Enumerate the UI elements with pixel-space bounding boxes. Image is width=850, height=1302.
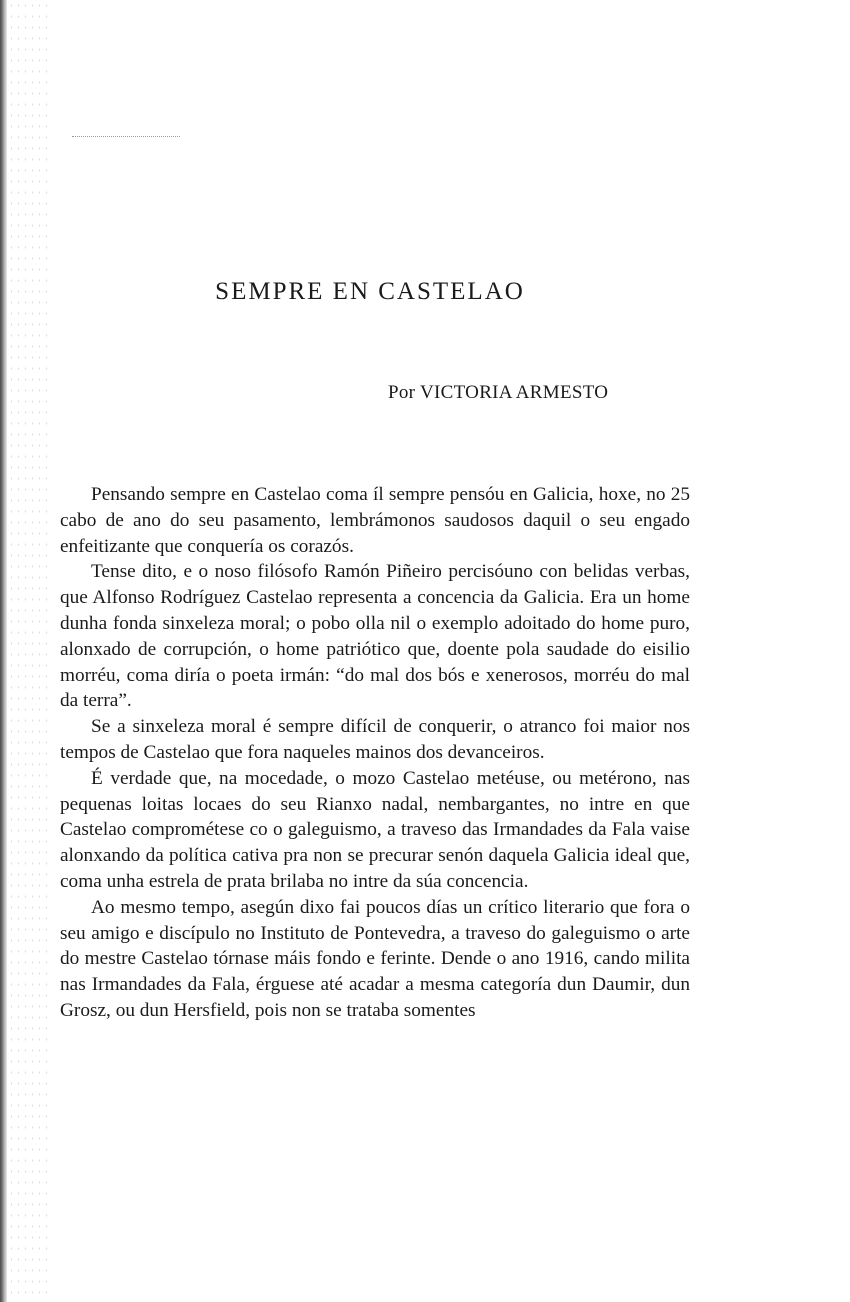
paragraph: Pensando sempre en Castelao coma íl sempre pensóu en Galicia, hoxe, no 25 cabo de ano do seu pasamento, lembrámonos saudosos daquil o seu engado enfeitizante que conquería os corazós. <box>60 484 690 557</box>
paragraph: Tense dito, e o noso filósofo Ramón Piñeiro percisóuno con belidas verbas, que Alfonso Rodríguez Castelao representa a concencia da Galicia. Era un home dunha fonda sinxeleza moral; o pobo olla nil o exemplo adoitado do home puro, alonxado de corrupción, o home patriótico que, doente pola saudade do eisilio morréu, coma diría o poeta irmán: “do mal dos bós e xenerosos, morréu do mal da terra”. <box>60 561 690 712</box>
paragraph: Se a sinxeleza moral é sempre difícil de conquerir, o atranco foi maior nos tempos de Castelao que fora naqueles mainos dos devanceiros. <box>60 716 690 763</box>
scan-stray-mark <box>72 136 180 138</box>
article-byline: Por VICTORIA ARMESTO <box>388 382 609 403</box>
scan-speckle <box>8 0 48 1302</box>
paragraph: É verdade que, na mocedade, o mozo Castelao metéuse, ou metérono, nas pequenas loitas locaes do seu Rianxo nadal, nembargantes, no intre en que Castelao comprométese co o galeguismo, a traveso das Irmandades da Fala vaise alonxando da política cativa pra non se precurar senón daquela Galicia ideal que, coma unha estrela de prata brilaba no intre da súa concencia. <box>60 767 690 892</box>
article-title: SEMPRE EN CASTELAO <box>215 278 525 305</box>
article-body <box>60 482 690 1024</box>
paragraph: Ao mesmo tempo, asegún dixo fai poucos días un crítico literario que fora o seu amigo e discípulo no Instituto de Pontevedra, a traveso do galeguismo o arte do mestre Castelao tórnase máis fondo e ferinte. Dende o ano 1916, cando milita nas Irmandades da Fala, érguese até acadar a mesma categoría dun Daumir, dun Grosz, ou dun Hersfield, pois non se trataba somentes <box>60 896 690 1021</box>
scan-binding-edge <box>0 0 7 1302</box>
